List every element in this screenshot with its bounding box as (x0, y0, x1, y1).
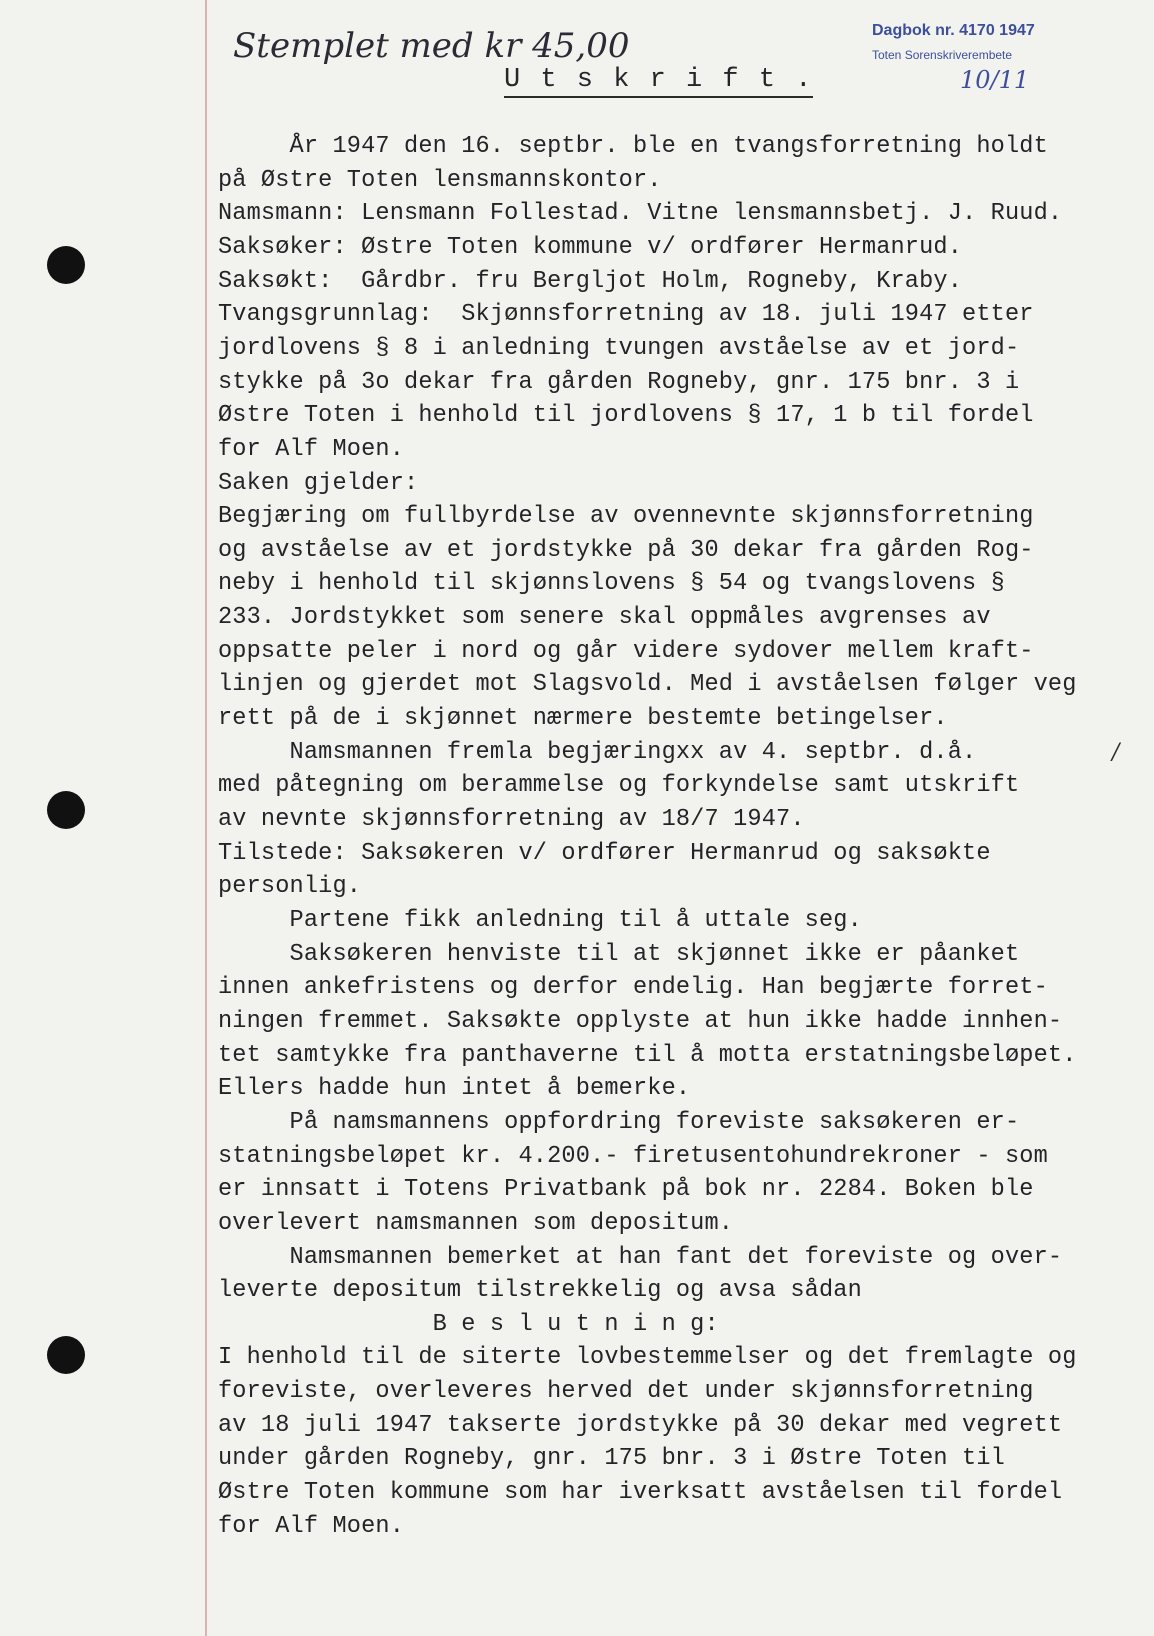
text-line: På namsmannens oppfordring foreviste saksøkeren er- (218, 1108, 1020, 1136)
text-line: Ellers hadde hun intet å bemerke. (218, 1075, 691, 1103)
registry-stamp-date: 10/11 (960, 66, 1030, 94)
text-line: Saksøkeren henviste til at skjønnet ikke er påanket (218, 940, 1020, 968)
document-title: U t s k r i f t . (504, 66, 813, 98)
text-line: oppsatte peler i nord og går videre sydover mellem kraft- (218, 637, 1034, 665)
text-line: linjen og gjerdet mot Slagsvold. Med i avståelsen følger veg (218, 671, 1077, 699)
text-line: er innsatt i Totens Privatbank på bok nr. 2284. Boken ble (218, 1176, 1034, 1204)
text-line: for Alf Moen. (218, 1512, 405, 1540)
text-line: rett på de i skjønnet nærmere bestemte betingelser. (218, 705, 948, 732)
text-line: Namsmannen bemerket at han fant det foreviste og over- (218, 1243, 1063, 1271)
text-line: leverte depositum tilstrekkelig og avsa sådan (218, 1277, 862, 1305)
text-line: på Østre Toten lensmannskontor. (218, 166, 662, 194)
text-line: med påtegning om berammelse og forkyndelse samt utskrift (218, 772, 1020, 800)
text-line: for Alf Moen. (218, 435, 405, 463)
text-line: Partene fikk anledning til å uttale seg. (218, 906, 862, 934)
text-line: Tvangsgrunnlag: Skjønnsforretning av 18. juli 1947 etter (218, 301, 1034, 329)
text-line: Saksøkt: Gårdbr. fru Bergljot Holm, Rogneby, Kraby. (218, 267, 963, 295)
text-line: Namsmannen fremla begjæringxx av 4. septbr. d.å. (218, 738, 977, 766)
text-line: Begjæring om fullbyrdelse av ovennevnte skjønnsforretning (218, 503, 1034, 531)
text-line: 233. Jordstykket som senere skal oppmåles avgrenses av (218, 604, 991, 632)
punch-hole-bottom (47, 1336, 85, 1374)
text-line: stykke på 3o dekar fra gården Rogneby, gnr. 175 bnr. 3 i (218, 368, 1020, 396)
text-line: Tilstede: Saksøkeren v/ ordfører Hermanrud og saksøkte (218, 839, 991, 867)
text-line: Østre Toten i henhold til jordlovens § 17, 1 b til fordel (218, 402, 1034, 430)
text-line: Østre Toten kommune som har iverksatt avståelsen til fordel (218, 1479, 1063, 1506)
text-line: innen ankefristens og derfor endelig. Han begjærte forret- (218, 974, 1048, 1002)
registry-stamp-office: Toten Sorenskriverembete (872, 48, 1013, 62)
text-line: Saksøker: Østre Toten kommune v/ ordfører Hermanrud. (218, 233, 963, 261)
punch-hole-middle (47, 791, 85, 829)
text-line: under gården Rogneby, gnr. 175 bnr. 3 i Østre Toten til (218, 1445, 1005, 1473)
handwritten-fee-note: Stemplet med kr 45,00 (233, 26, 630, 66)
text-line: Namsmann: Lensmann Follestad. Vitne lensmannsbetj. J. Ruud. (218, 200, 1063, 228)
text-line: B e s l u t n i n g: (218, 1310, 719, 1338)
text-line: neby i henhold til skjønnslovens § 54 og tvangslovens § (218, 570, 1005, 598)
left-margin-rule (205, 0, 207, 1636)
text-line: av nevnte skjønnsforretning av 18/7 1947. (218, 806, 805, 833)
text-line: I henhold til de siterte lovbestemmelser og det fremlagte og (218, 1344, 1077, 1372)
text-line: År 1947 den 16. septbr. ble en tvangsforretning holdt (218, 133, 1048, 160)
text-line: tet samtykke fra panthaverne til å motta erstatningsbeløpet. (218, 1041, 1077, 1069)
text-line: personlig. (218, 873, 362, 901)
punch-hole-top (47, 246, 85, 284)
text-line: foreviste, overleveres herved det under skjønnsforretning (218, 1378, 1034, 1405)
text-line: ningen fremmet. Saksøkte opplyste at hun ikke hadde innhen- (218, 1007, 1063, 1035)
registry-stamp-number: Dagbok nr. 4170 1947 (872, 22, 1035, 39)
text-line: jordlovens § 8 i anledning tvungen avståelse av et jord- (218, 334, 1020, 362)
text-line: statningsbeløpet kr. 4.200.- firetusentohundrekroner - som (218, 1142, 1048, 1170)
document-body (218, 132, 1138, 1572)
margin-tick-mark: / (1112, 740, 1120, 765)
text-line: overlevert namsmannen som depositum. (218, 1209, 734, 1237)
text-line: og avståelse av et jordstykke på 30 dekar fra gården Rog- (218, 536, 1034, 564)
text-line: Saken gjelder: (218, 469, 419, 497)
text-line: av 18 juli 1947 takserte jordstykke på 30 dekar med vegrett (218, 1411, 1063, 1439)
